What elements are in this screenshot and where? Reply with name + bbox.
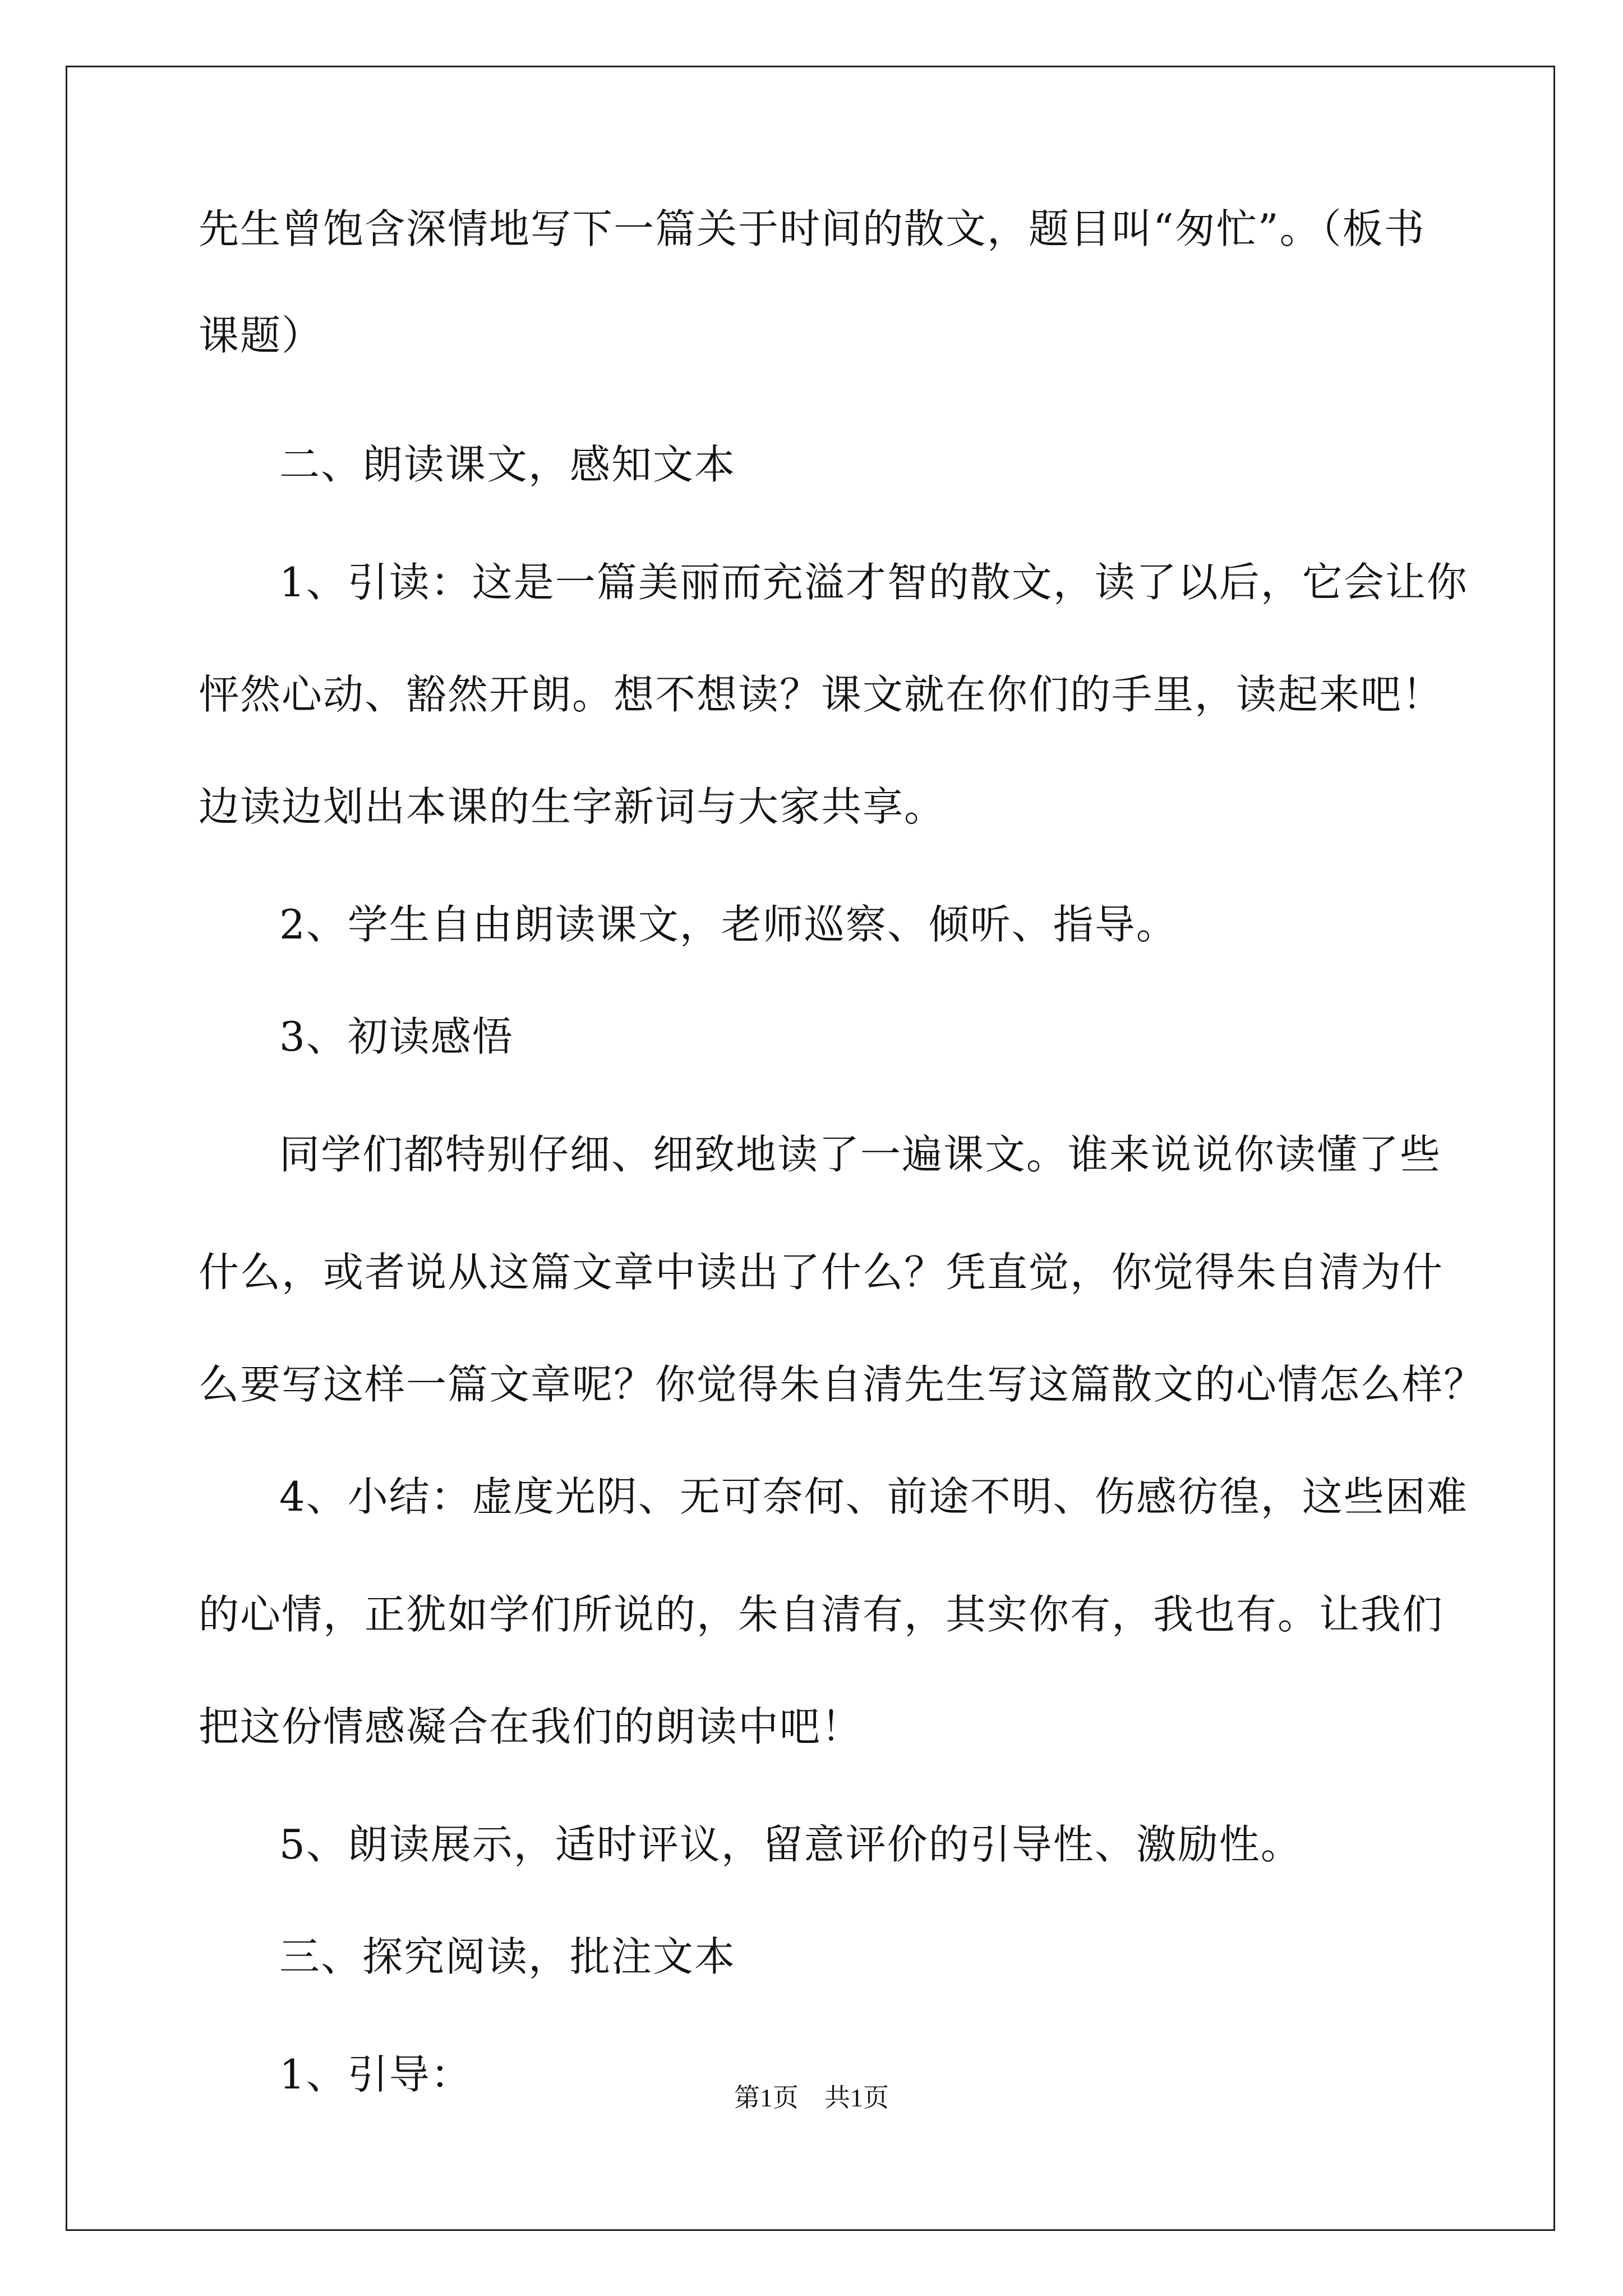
text-line: 1、引读：这是一篇美丽而充溢才智的散文，读了以后，它会让你 bbox=[279, 559, 1468, 606]
text-line: 怦然心动、豁然开朗。想不想读？课文就在你们的手里，读起来吧！ bbox=[199, 671, 1444, 718]
page-number-footer: 第1页 共1页 bbox=[734, 2083, 889, 2112]
text-line: 2、学生自由朗读课文，老师巡察、倾听、指导。 bbox=[279, 901, 1178, 948]
text-line: 同学们都特别仔细、细致地读了一遍课文。谁来说说你读懂了些 bbox=[279, 1131, 1442, 1178]
text-line: 把这份情感凝合在我们的朗读中吧！ bbox=[199, 1703, 863, 1750]
text-line: 4、小结：虚度光阴、无可奈何、前途不明、伤感彷徨，这些困难 bbox=[279, 1473, 1468, 1520]
text-line: 先生曾饱含深情地写下一篇关于时间的散文，题目叫“匆忙”。（板书 bbox=[199, 205, 1426, 252]
text-line: 什么，或者说从这篇文章中读出了什么？凭直觉，你觉得朱自清为什 bbox=[199, 1249, 1444, 1296]
text-line: 边读边划出本课的生字新词与大家共享。 bbox=[199, 783, 946, 830]
section-heading: 二、朗读课文，感知文本 bbox=[279, 441, 736, 488]
text-line: 3、初读感悟 bbox=[279, 1013, 514, 1060]
text-line: 么要写这样一篇文章呢？你觉得朱自清先生写这篇散文的心情怎么样？ bbox=[199, 1361, 1486, 1408]
section-heading: 三、探究阅读，批注文本 bbox=[279, 1933, 736, 1980]
text-line: 的心情，正犹如学们所说的，朱自清有，其实你有，我也有。让我们 bbox=[199, 1591, 1444, 1638]
text-line: 课题） bbox=[199, 312, 324, 359]
text-line: 1、引导： bbox=[279, 2051, 472, 2098]
text-line: 5、朗读展示，适时评议，留意评价的引导性、激励性。 bbox=[279, 1821, 1302, 1868]
